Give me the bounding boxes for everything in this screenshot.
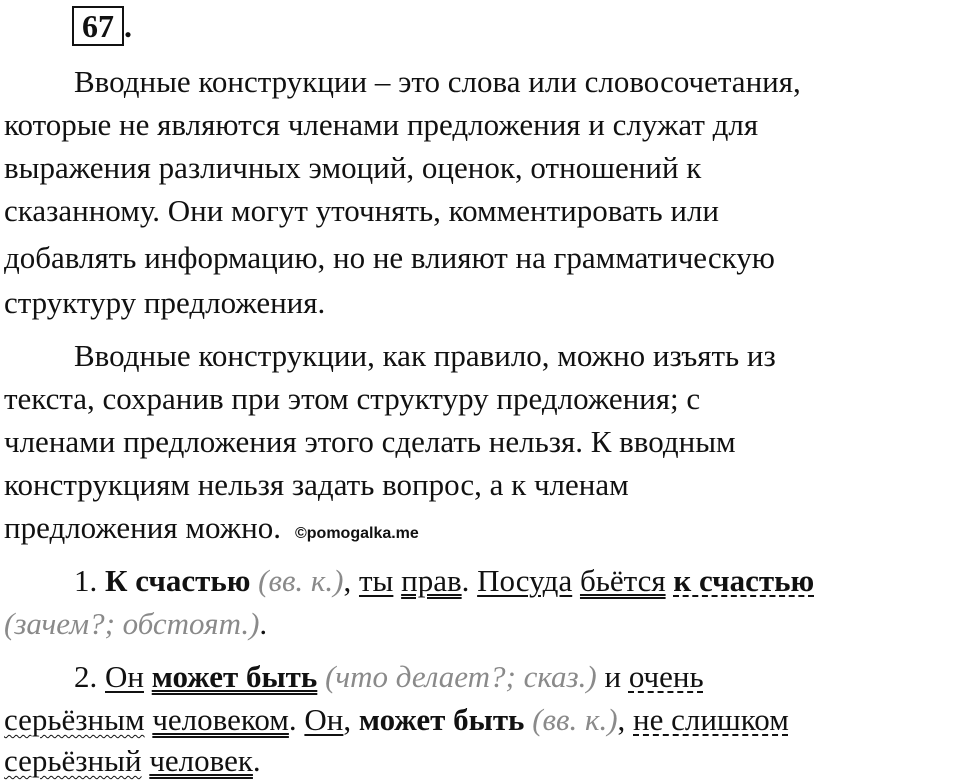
example2-note-intro: (вв. к.) (532, 702, 618, 737)
paragraph1-line-4: сказанному. Они могут уточнять, комментировать или (4, 193, 720, 228)
example1-note-adverbial: (зачем?; обстоят.) (4, 606, 260, 641)
example2-line-2 (4, 700, 789, 740)
example1-predicate-2: бьётся (579, 563, 666, 598)
example2-number: 2. (74, 659, 98, 694)
example1-line-2 (4, 604, 267, 644)
example1-comma: , (343, 563, 352, 598)
example2-and: и (604, 659, 622, 694)
paragraph2-line-1: Вводные конструкции, как правило, можно изъять из (74, 338, 776, 373)
paragraph2-line-5 (4, 508, 419, 554)
example1-subject-2: Посуда (477, 563, 573, 598)
example1-dot: . (461, 563, 470, 598)
example1-intro-word: К счастью (105, 563, 251, 598)
example2-subject: Он (105, 659, 144, 694)
paragraph2-line-3: членами предложения этого сделать нельзя. К вводным (4, 424, 736, 459)
example2-comma-1: , (343, 702, 352, 737)
example2-note-predicate: (что делает?; сказ.) (325, 659, 597, 694)
example2-nominal-part: человеком (152, 702, 289, 737)
example2-attribute: серьёзным (4, 702, 145, 737)
example1-note-intro: (вв. к.) (258, 563, 344, 598)
paragraph2-line-2: текста, сохранив при этом структуру предложения; с (4, 381, 701, 416)
example2-comma-2: , (617, 702, 626, 737)
exercise-number: 67 (72, 6, 124, 46)
paragraph2-line-5-text: предложения можно. (4, 510, 281, 545)
example2-adverb: очень (628, 659, 704, 694)
example2-line-3 (4, 741, 261, 781)
paragraph1-line-1: Вводные конструкции – это слова или словосочетания, (74, 64, 801, 99)
exercise-number-dot: . (124, 8, 132, 44)
exercise-number-row (72, 6, 132, 46)
watermark: ©pomogalka.me (294, 525, 419, 542)
example2-intro-word: может быть (358, 702, 525, 737)
example1-predicate: прав (401, 563, 462, 598)
example1-subject: ты (358, 563, 394, 598)
paragraph1-line-3: выражения различных эмоций, оценок, отношений к (4, 150, 702, 185)
example2-adverb-2: не слишком (633, 702, 789, 737)
example1-end: . (259, 606, 268, 641)
example2-predicate: может быть (151, 659, 318, 694)
paragraph1-line-6: структуру предложения. (4, 285, 326, 320)
example2-attribute-2: серьёзный (4, 743, 142, 778)
paragraph2-line-4: конструкциям нельзя задать вопрос, а к членам (4, 467, 629, 502)
example2-dot: . (288, 702, 297, 737)
example2-line-1 (74, 657, 704, 697)
example2-subject-2: Он (304, 702, 344, 737)
example2-predicate-2: человек (149, 743, 253, 778)
example1-number: 1. (74, 563, 98, 598)
example2-end: . (252, 743, 261, 778)
example1-line-1 (74, 561, 814, 601)
paragraph1-line-2: которые не являются членами предложения и служат для (4, 107, 759, 142)
paragraph1-line-5: добавлять информацию, но не влияют на грамматическую (4, 240, 775, 275)
example1-adverbial: к счастью (673, 563, 815, 598)
